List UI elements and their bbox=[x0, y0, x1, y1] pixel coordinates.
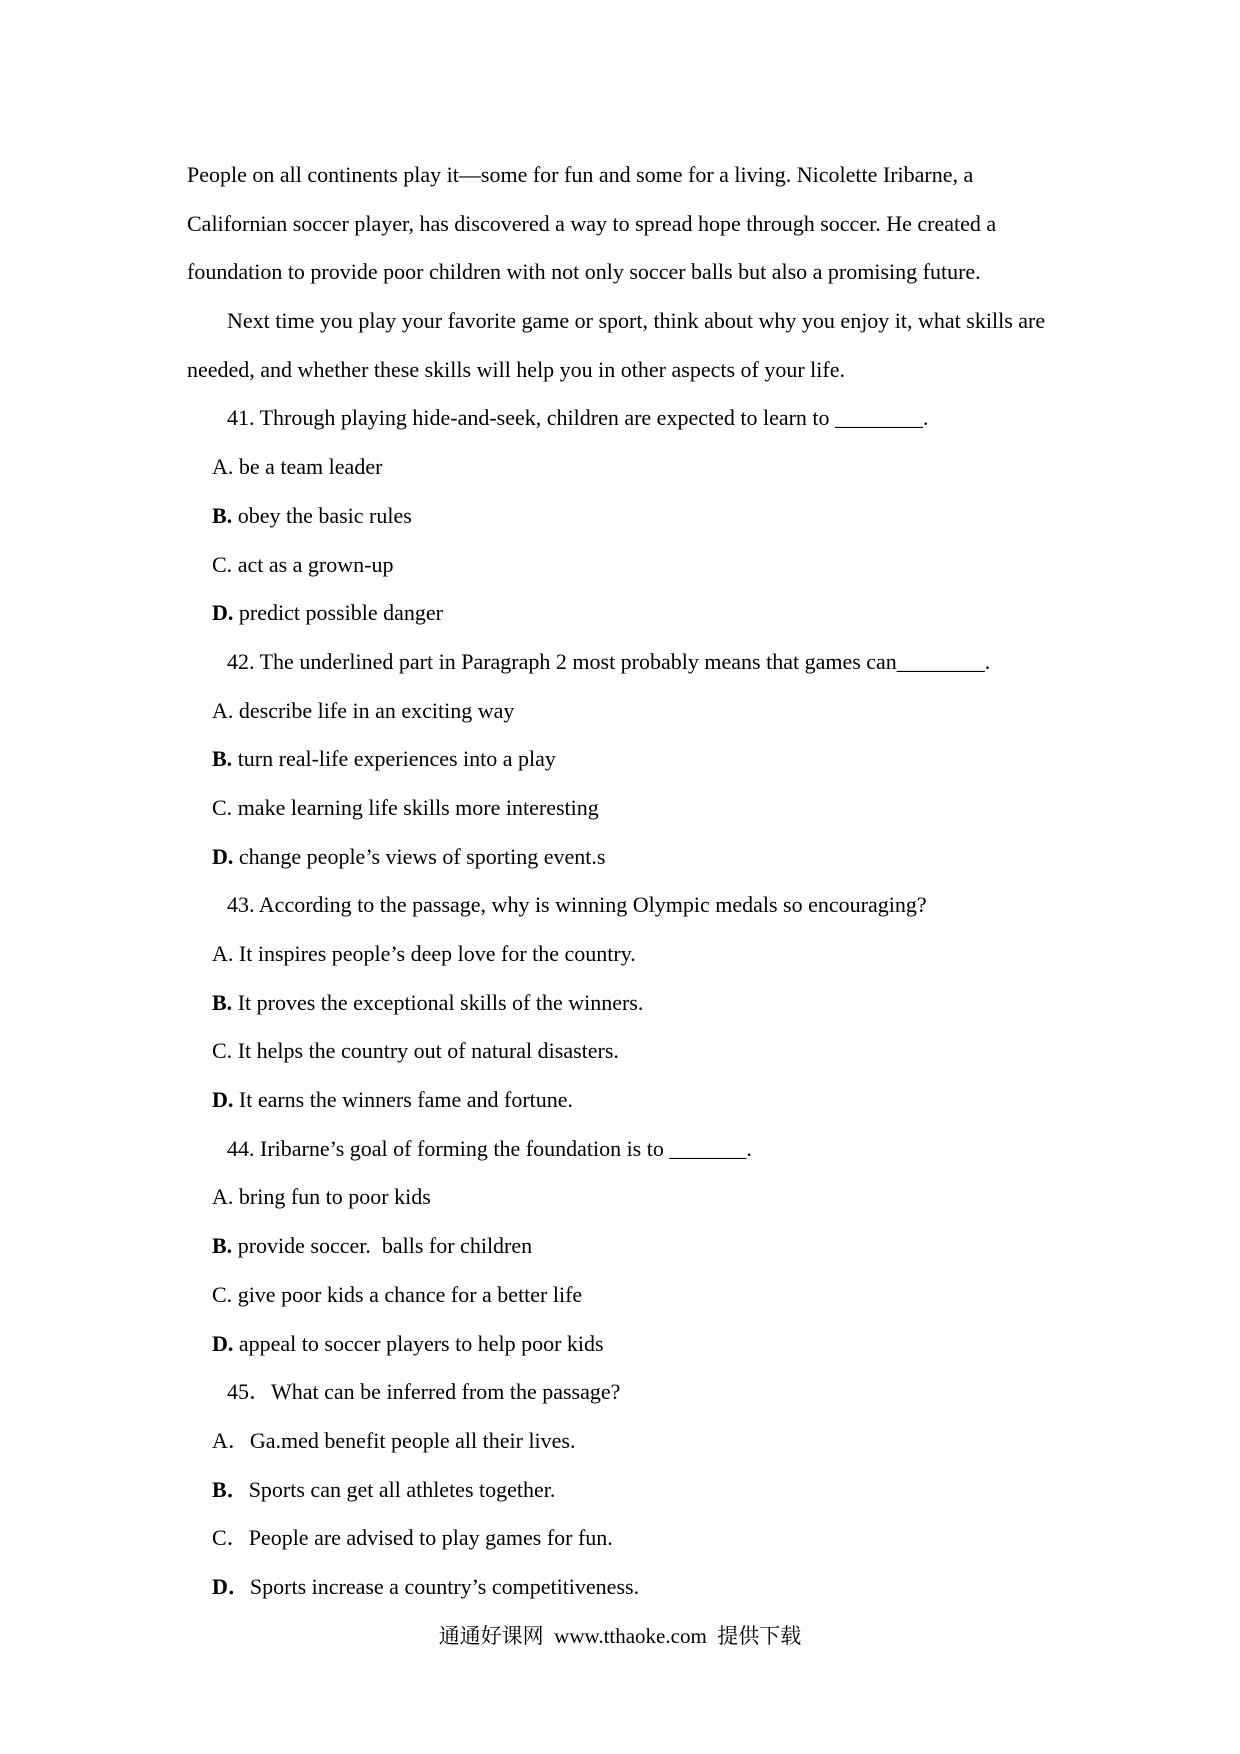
option-text: be a team leader bbox=[238, 454, 383, 480]
question-42-option-d bbox=[187, 833, 1087, 882]
question-44-option-b bbox=[187, 1222, 1087, 1271]
option-label: A. bbox=[212, 1184, 234, 1210]
question-42-option-c bbox=[187, 784, 1087, 833]
option-label: C. bbox=[212, 1038, 233, 1064]
option-label: A. bbox=[212, 697, 234, 723]
question-45-number: 45． bbox=[227, 1379, 272, 1405]
question-44-option-a bbox=[187, 1173, 1087, 1222]
question-45-option-a bbox=[187, 1417, 1087, 1466]
option-text: obey the basic rules bbox=[237, 502, 412, 528]
question-44-text: Iribarne’s goal of forming the foundation is to _______. bbox=[260, 1135, 752, 1161]
passage-line-3: foundation to provide poor children with not only soccer balls but also a promising future. bbox=[187, 259, 981, 285]
option-label: D. bbox=[212, 1330, 234, 1356]
question-45-option-c bbox=[187, 1514, 1087, 1563]
question-43-number: 43. bbox=[227, 892, 255, 918]
question-41-text: Through playing hide-and-seek, children are expected to learn to ________. bbox=[259, 405, 929, 431]
question-45-text: What can be inferred from the passage? bbox=[271, 1379, 621, 1405]
question-41-number: 41. bbox=[227, 405, 255, 431]
option-text: Sports can get all athletes together. bbox=[248, 1476, 556, 1502]
option-text: Sports increase a country’s competitiveness. bbox=[249, 1573, 640, 1599]
option-label: B. bbox=[212, 989, 233, 1015]
question-43-text: According to the passage, why is winning Olympic medals so encouraging? bbox=[258, 892, 927, 918]
question-42-option-b bbox=[187, 735, 1087, 784]
option-text: It inspires people’s deep love for the country. bbox=[238, 941, 636, 966]
question-43-option-c bbox=[187, 1027, 1087, 1076]
question-44-option-c bbox=[187, 1271, 1087, 1320]
question-42-number: 42. bbox=[227, 648, 255, 674]
question-43-stem bbox=[187, 881, 1087, 930]
option-label: B. bbox=[212, 1233, 233, 1259]
passage-line-4: Next time you play your favorite game or sport, think about why you enjoy it, what skills are bbox=[227, 308, 1046, 334]
option-text: act as a grown-up bbox=[237, 551, 394, 577]
option-text: It earns the winners fame and fortune. bbox=[238, 1087, 574, 1113]
question-41-option-a bbox=[187, 443, 1087, 492]
question-43-option-d bbox=[187, 1076, 1087, 1125]
passage-line-2: Californian soccer player, has discovered a way to spread hope through soccer. He created a bbox=[187, 210, 997, 236]
option-label: D. bbox=[212, 1087, 234, 1113]
option-label: C. bbox=[212, 794, 233, 820]
test-content bbox=[187, 151, 1087, 1612]
option-label: D． bbox=[212, 1573, 250, 1599]
option-text: turn real-life experiences into a play bbox=[237, 746, 556, 772]
option-text: appeal to soccer players to help poor kids bbox=[238, 1330, 604, 1356]
option-label: C. bbox=[212, 551, 233, 577]
option-label: C． bbox=[212, 1525, 249, 1551]
question-45-option-b bbox=[187, 1466, 1087, 1515]
question-41-option-d bbox=[187, 589, 1087, 638]
option-text: give poor kids a chance for a better life bbox=[237, 1281, 583, 1307]
option-label: A． bbox=[212, 1427, 250, 1453]
question-42-option-a bbox=[187, 687, 1087, 736]
question-43-option-a bbox=[187, 930, 1087, 979]
question-44-number: 44. bbox=[227, 1135, 255, 1161]
option-label: B. bbox=[212, 746, 233, 772]
download-source-footer: 通通好课网 www.tthaoke.com 提供下载 bbox=[438, 1624, 802, 1648]
option-label: D. bbox=[212, 843, 234, 869]
question-44-option-d bbox=[187, 1320, 1087, 1369]
option-text: People are advised to play games for fun. bbox=[248, 1525, 613, 1551]
question-45-option-d bbox=[187, 1563, 1087, 1612]
question-45-stem bbox=[187, 1368, 1087, 1417]
option-text: Ga.med benefit people all their lives. bbox=[249, 1427, 576, 1453]
option-text: bring fun to poor kids bbox=[238, 1184, 431, 1210]
option-label: B. bbox=[212, 502, 233, 528]
option-text: predict possible danger bbox=[238, 600, 443, 626]
option-text: change people’s views of sporting event.s bbox=[238, 843, 606, 869]
question-41-option-b bbox=[187, 492, 1087, 541]
question-42-text: The underlined part in Paragraph 2 most probably means that games can________. bbox=[259, 648, 991, 674]
option-text: describe life in an exciting way bbox=[238, 697, 515, 723]
option-label: A. bbox=[212, 941, 234, 966]
option-label: D. bbox=[212, 600, 234, 626]
question-42-stem bbox=[187, 638, 1087, 687]
passage-line-5: needed, and whether these skills will help you in other aspects of your life. bbox=[187, 356, 845, 382]
question-43-option-b bbox=[187, 979, 1087, 1028]
option-text: It helps the country out of natural disasters. bbox=[237, 1038, 619, 1064]
question-44-stem bbox=[187, 1125, 1087, 1174]
option-label: B． bbox=[212, 1476, 249, 1502]
option-text: make learning life skills more interesting bbox=[237, 794, 599, 820]
question-41-option-c bbox=[187, 541, 1087, 590]
option-text: It proves the exceptional skills of the winners. bbox=[237, 989, 644, 1015]
passage-line-1: People on all continents play it—some for fun and some for a living. Nicolette Iribarne, a bbox=[187, 162, 974, 187]
question-41-stem bbox=[187, 394, 1087, 443]
option-label: A. bbox=[212, 454, 234, 480]
option-text: provide soccer. balls for children bbox=[237, 1233, 533, 1259]
option-label: C. bbox=[212, 1281, 233, 1307]
